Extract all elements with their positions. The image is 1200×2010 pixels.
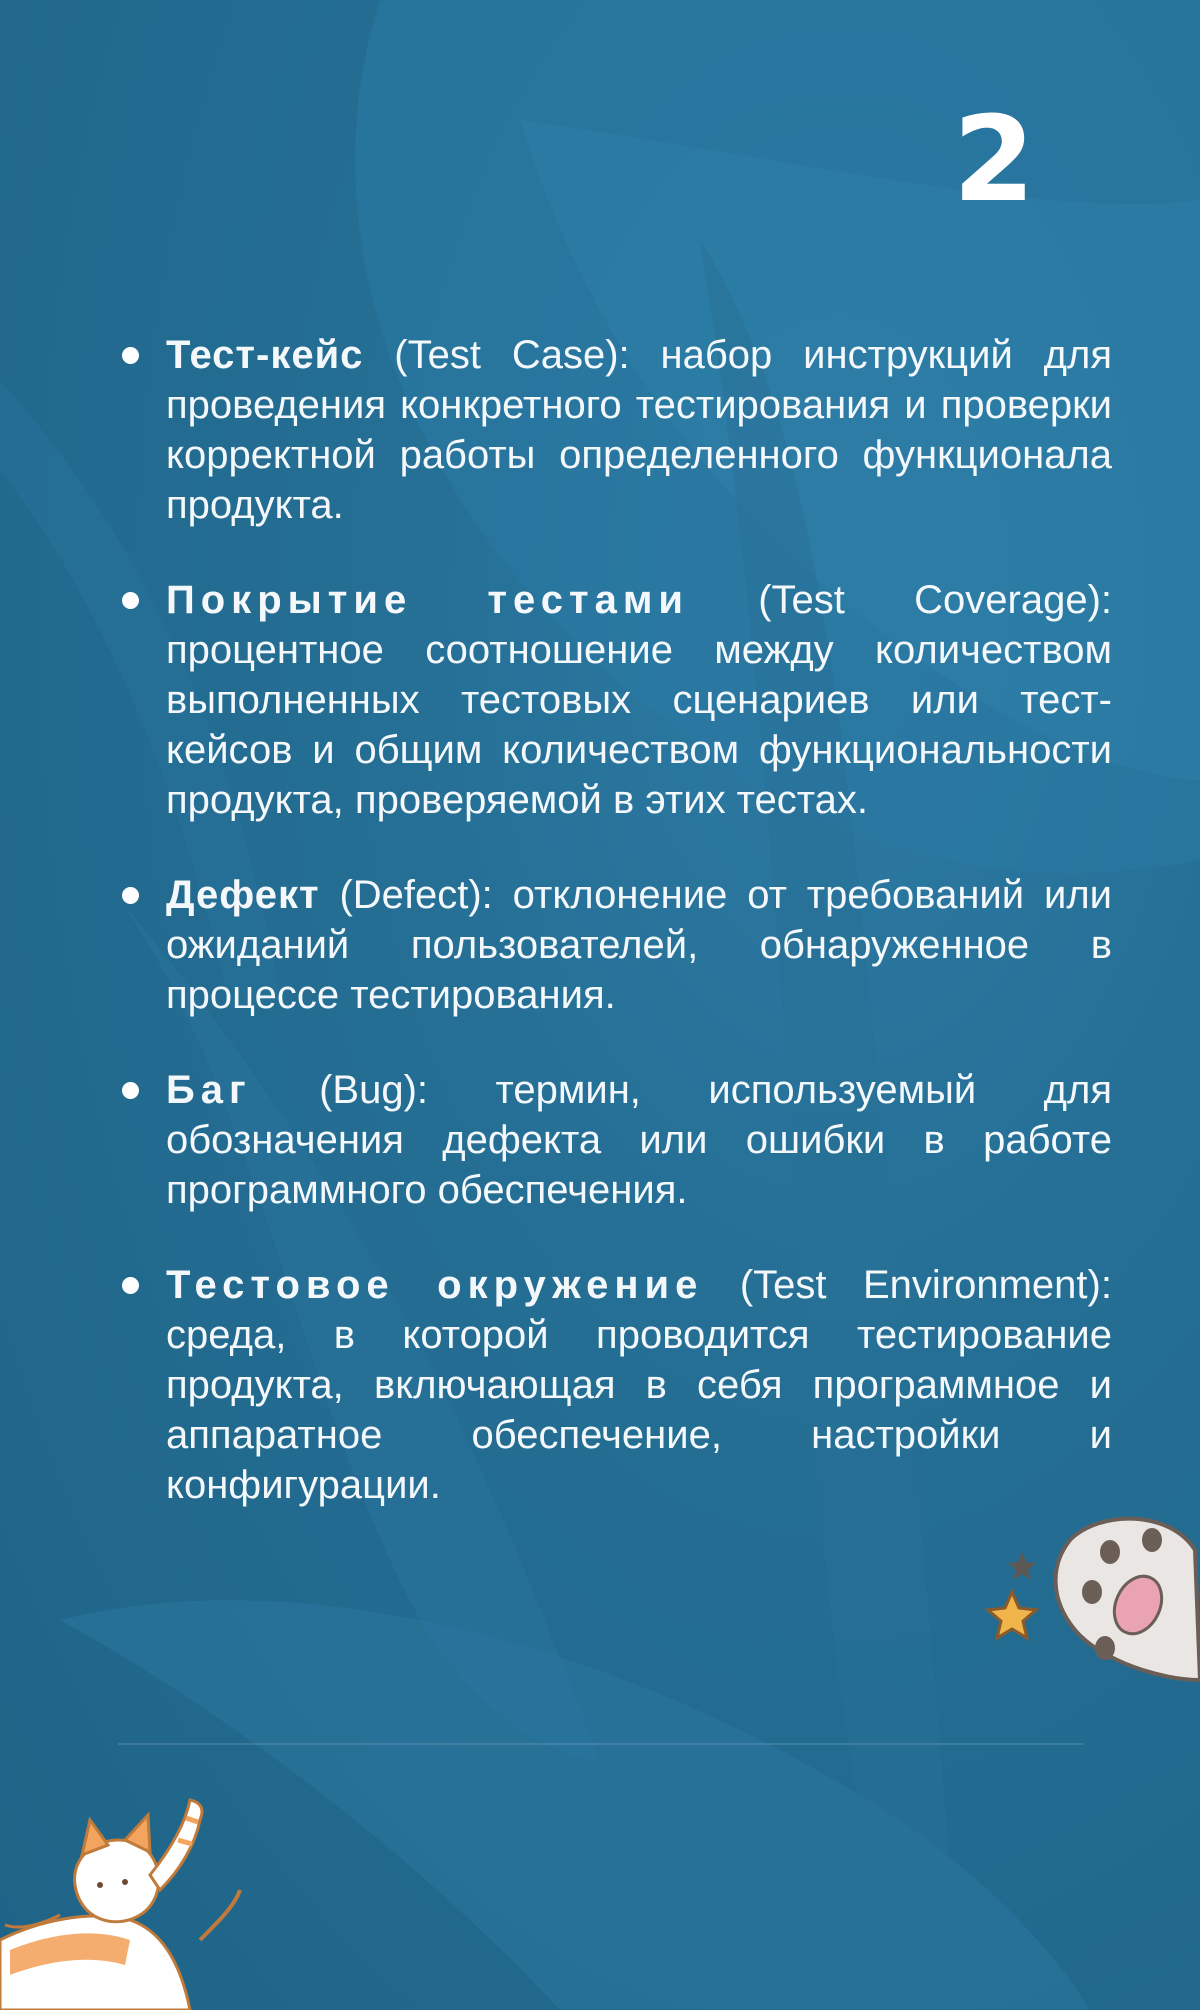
bullet-icon [122, 592, 139, 609]
term-definition: набор инструкций для проведения конкретного тестирования и проверки корректной работы определенного функционала продукта. [166, 333, 1112, 527]
term-definition: термин, используемый для обозначения дефекта или ошибки в работе программного обеспечения. [166, 1068, 1112, 1212]
glossary-list [112, 330, 1112, 1555]
bullet-icon [122, 1277, 139, 1294]
term-title: Тест-кейс [166, 333, 364, 377]
page-number: 2 [952, 90, 1035, 228]
term-english: (Defect): [339, 873, 493, 917]
term-definition: среда, в которой проводится тестирование продукта, включающая в себя программное и аппаратное обеспечение, настройки и конфигурации. [166, 1313, 1112, 1507]
term-english: (Bug): [319, 1068, 429, 1112]
term-english: (Test Case): [394, 333, 630, 377]
divider [118, 1743, 1083, 1745]
list-item [112, 1065, 1112, 1215]
list-item [112, 1260, 1112, 1510]
list-item [112, 575, 1112, 825]
term-title: Дефект [166, 873, 320, 917]
bullet-icon [122, 347, 139, 364]
star-icon [988, 1592, 1036, 1638]
term-english: (Test Coverage): [758, 578, 1112, 622]
term-english: (Test Environment): [739, 1263, 1112, 1307]
list-item [112, 870, 1112, 1020]
term-definition: процентное соотношение между количеством выполненных тестовых сценариев или тест-кейсов и общим количеством функциональности продукта, проверяемой в этих тестах. [166, 628, 1112, 822]
list-item [112, 330, 1112, 530]
term-definition: отклонение от требований или ожиданий пользователей, обнаруженное в процессе тестирования. [166, 873, 1112, 1017]
bullet-icon [122, 1082, 139, 1099]
cat-paw-icon [980, 1480, 1200, 1700]
term-title: Баг [166, 1068, 252, 1112]
term-title: Покрытие тестами [166, 578, 690, 622]
cat-illustration [0, 1790, 260, 2010]
term-title: Тестовое окружение [166, 1263, 704, 1307]
bullet-icon [122, 887, 139, 904]
